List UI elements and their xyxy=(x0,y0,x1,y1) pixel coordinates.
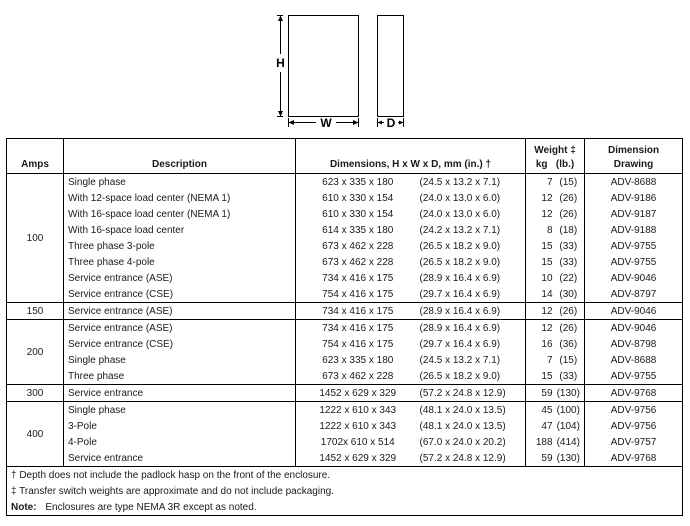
header-weight-title: Weight ‡ xyxy=(534,145,576,156)
drawing-cell: ADV-9757 xyxy=(585,434,683,450)
dimensions-in-cell: (57.2 x 24.8 x 12.9) xyxy=(420,450,526,467)
table-row xyxy=(7,336,683,352)
dimensions-in-cell: (57.2 x 24.8 x 12.9) xyxy=(420,385,526,402)
drawing-cell: ADV-9756 xyxy=(585,402,683,419)
header-weight xyxy=(526,139,585,174)
weight-kg-cell: 16 xyxy=(541,338,553,350)
table-row xyxy=(7,174,683,191)
weight-kg-cell: 15 xyxy=(541,240,553,252)
weight-lb-cell: (22) xyxy=(555,270,585,286)
table-row xyxy=(7,320,683,337)
dimensions-mm-cell: 1702x 610 x 514 xyxy=(320,436,395,448)
footnote-weight: ‡ Transfer switch weights are approximate and do not include packaging. xyxy=(7,483,683,499)
drawing-cell: ADV-9755 xyxy=(585,254,683,270)
dimensions-mm-cell: 1222 x 610 x 343 xyxy=(319,404,397,416)
table-row xyxy=(7,190,683,206)
header-amps: Amps xyxy=(7,139,64,174)
amps-cell: 150 xyxy=(7,303,64,320)
weight-kg-cell: 59 xyxy=(526,450,555,467)
table-row xyxy=(7,222,683,238)
table-row xyxy=(7,368,683,385)
dimensions-in-cell: (67.0 x 24.0 x 20.2) xyxy=(420,434,526,450)
height-label: H xyxy=(276,56,285,70)
amps-cell: 100 xyxy=(7,174,64,303)
weight-kg-cell: 12 xyxy=(526,303,555,320)
dimensions-in-cell: (29.7 x 16.4 x 6.9) xyxy=(420,336,526,352)
description-cell: Three phase xyxy=(64,368,296,385)
table-row xyxy=(7,238,683,254)
description-cell: Single phase xyxy=(64,402,296,419)
amps-cell: 200 xyxy=(7,320,64,385)
description-cell: Service entrance (ASE) xyxy=(64,303,296,320)
table-row xyxy=(7,254,683,270)
dimensions-mm-cell: 614 x 335 x 180 xyxy=(322,224,394,236)
drawing-cell: ADV-8797 xyxy=(585,286,683,303)
description-cell: Service entrance xyxy=(64,450,296,467)
drawing-cell: ADV-9768 xyxy=(585,385,683,402)
drawing-cell: ADV-9188 xyxy=(585,222,683,238)
note-text: Enclosures are type NEMA 3R except as noted. xyxy=(45,501,257,513)
drawing-cell: ADV-8688 xyxy=(585,352,683,368)
amps-cell: 300 xyxy=(7,385,64,402)
header-weight-kg: kg xyxy=(535,159,548,170)
table-header xyxy=(7,139,683,174)
dimensions-mm-cell: 1452 x 629 x 329 xyxy=(296,450,420,467)
weight-lb-cell: (414) xyxy=(555,434,585,450)
table-row xyxy=(7,434,683,450)
weight-lb-cell: (104) xyxy=(555,418,585,434)
weight-kg-cell: 12 xyxy=(541,322,553,334)
table-row xyxy=(7,402,683,419)
header-weight-units xyxy=(530,158,580,172)
dimensions-in-cell: (29.7 x 16.4 x 6.9) xyxy=(420,286,526,303)
weight-kg-cell: 15 xyxy=(541,256,553,268)
drawing-cell: ADV-9755 xyxy=(585,238,683,254)
dimensions-mm-cell: 673 x 462 x 228 xyxy=(322,256,394,268)
dimensions-mm-cell: 673 x 462 x 228 xyxy=(322,240,394,252)
side-view-rectangle xyxy=(378,16,404,117)
description-cell: Service entrance (ASE) xyxy=(64,320,296,337)
table-row xyxy=(7,352,683,368)
footnote-depth: † Depth does not include the padlock hasp on the front of the enclosure. xyxy=(7,467,683,484)
header-drawing-line2: Drawing xyxy=(613,159,654,170)
weight-lb-cell: (18) xyxy=(555,222,585,238)
weight-lb-cell: (30) xyxy=(555,286,585,303)
weight-kg-cell: 45 xyxy=(541,404,553,416)
dimensions-mm-cell: 610 x 330 x 154 xyxy=(322,208,394,220)
dimensions-mm-cell: 734 x 416 x 175 xyxy=(322,272,394,284)
dimensions-in-cell: (26.5 x 18.2 x 9.0) xyxy=(420,254,526,270)
table-row xyxy=(7,450,683,467)
weight-lb-cell: (33) xyxy=(555,368,585,385)
table-row xyxy=(7,286,683,303)
description-cell: Single phase xyxy=(64,352,296,368)
dimensions-mm-cell: 1222 x 610 x 343 xyxy=(319,420,397,432)
weight-kg-cell: 15 xyxy=(526,368,555,385)
weight-lb-cell: (100) xyxy=(555,402,585,419)
dimensions-in-cell: (28.9 x 16.4 x 6.9) xyxy=(420,320,526,337)
description-cell: Service entrance (CSE) xyxy=(64,286,296,303)
dimensions-mm-cell: 623 x 335 x 180 xyxy=(322,176,394,188)
weight-lb-cell: (33) xyxy=(555,238,585,254)
table-row xyxy=(7,418,683,434)
weight-kg-cell: 188 xyxy=(535,436,553,448)
description-cell: Three phase 4-pole xyxy=(64,254,296,270)
dimensions-mm-cell: 623 x 335 x 180 xyxy=(322,354,394,366)
weight-kg-cell: 14 xyxy=(526,286,555,303)
weight-lb-cell: (130) xyxy=(555,385,585,402)
drawing-cell: ADV-9046 xyxy=(585,303,683,320)
description-cell: With 12-space load center (NEMA 1) xyxy=(64,190,296,206)
dimensions-in-cell: (24.0 x 13.0 x 6.0) xyxy=(420,190,526,206)
description-cell: Single phase xyxy=(64,174,296,191)
drawing-cell: ADV-9756 xyxy=(585,418,683,434)
dimensions-in-cell: (26.5 x 18.2 x 9.0) xyxy=(420,368,526,385)
note-label: Note: xyxy=(11,501,37,513)
dimensions-mm-cell: 610 x 330 x 154 xyxy=(322,192,394,204)
weight-kg-cell: 59 xyxy=(526,385,555,402)
table-row xyxy=(7,270,683,286)
dimensions-in-cell: (48.1 x 24.0 x 13.5) xyxy=(420,418,526,434)
dimensions-in-cell: (24.5 x 13.2 x 7.1) xyxy=(420,174,526,191)
weight-lb-cell: (26) xyxy=(555,320,585,337)
weight-kg-cell: 10 xyxy=(541,272,553,284)
dimensions-in-cell: (24.2 x 13.2 x 7.1) xyxy=(420,222,526,238)
table-body xyxy=(7,174,683,467)
table-row xyxy=(7,206,683,222)
width-label: W xyxy=(320,116,332,130)
dimensions-in-cell: (26.5 x 18.2 x 9.0) xyxy=(420,238,526,254)
weight-lb-cell: (15) xyxy=(555,352,585,368)
description-cell: 3-Pole xyxy=(64,418,296,434)
description-cell: Three phase 3-pole xyxy=(64,238,296,254)
weight-kg-cell: 8 xyxy=(546,224,553,236)
header-weight-lb: (lb.) xyxy=(555,159,575,170)
drawing-cell: ADV-8688 xyxy=(585,174,683,191)
description-cell: With 16-space load center xyxy=(64,222,296,238)
front-view-rectangle xyxy=(289,16,359,117)
drawing-cell: ADV-9046 xyxy=(585,270,683,286)
weight-lb-cell: (26) xyxy=(555,190,585,206)
description-cell: Service entrance (ASE) xyxy=(64,270,296,286)
amps-cell: 400 xyxy=(7,402,64,467)
drawing-cell: ADV-9046 xyxy=(585,320,683,337)
depth-label: D xyxy=(386,116,396,130)
drawing-cell: ADV-9755 xyxy=(585,368,683,385)
header-dimension-drawing xyxy=(585,139,683,174)
dimensions-mm-cell: 754 x 416 x 175 xyxy=(296,286,420,303)
dimensions-in-cell: (48.1 x 24.0 x 13.5) xyxy=(420,402,526,419)
weight-lb-cell: (26) xyxy=(555,303,585,320)
enclosure-spec-table xyxy=(6,138,683,516)
weight-kg-cell: 47 xyxy=(541,420,553,432)
drawing-cell: ADV-8798 xyxy=(585,336,683,352)
weight-lb-cell: (36) xyxy=(555,336,585,352)
weight-lb-cell: (130) xyxy=(555,450,585,467)
weight-lb-cell: (33) xyxy=(555,254,585,270)
header-description: Description xyxy=(64,139,296,174)
description-cell: 4-Pole xyxy=(64,434,296,450)
weight-lb-cell: (26) xyxy=(555,206,585,222)
weight-kg-cell: 7 xyxy=(546,176,553,188)
dimensions-mm-cell: 1452 x 629 x 329 xyxy=(296,385,420,402)
drawing-cell: ADV-9187 xyxy=(585,206,683,222)
table-row xyxy=(7,303,683,320)
footnote-note xyxy=(7,499,683,516)
dimensions-in-cell: (28.9 x 16.4 x 6.9) xyxy=(420,303,526,320)
dimensions-in-cell: (24.0 x 13.0 x 6.0) xyxy=(420,206,526,222)
weight-kg-cell: 12 xyxy=(541,192,553,204)
header-dimensions: Dimensions, H x W x D, mm (in.) † xyxy=(296,139,526,174)
dimensions-mm-cell: 734 x 416 x 175 xyxy=(296,303,420,320)
drawing-cell: ADV-9768 xyxy=(585,450,683,467)
table-row xyxy=(7,385,683,402)
dimensions-in-cell: (24.5 x 13.2 x 7.1) xyxy=(420,352,526,368)
dimensions-mm-cell: 673 x 462 x 228 xyxy=(296,368,420,385)
header-drawing-line1: Dimension xyxy=(607,145,660,156)
description-cell: Service entrance (CSE) xyxy=(64,336,296,352)
description-cell: Service entrance xyxy=(64,385,296,402)
dimensions-mm-cell: 754 x 416 x 175 xyxy=(322,338,394,350)
weight-kg-cell: 12 xyxy=(541,208,553,220)
weight-lb-cell: (15) xyxy=(555,174,585,191)
table-footnotes xyxy=(7,467,683,516)
enclosure-dimension-diagram xyxy=(0,0,690,138)
description-cell: With 16-space load center (NEMA 1) xyxy=(64,206,296,222)
drawing-cell: ADV-9186 xyxy=(585,190,683,206)
weight-kg-cell: 7 xyxy=(546,354,553,366)
dimensions-in-cell: (28.9 x 16.4 x 6.9) xyxy=(420,270,526,286)
dimensions-mm-cell: 734 x 416 x 175 xyxy=(322,322,394,334)
